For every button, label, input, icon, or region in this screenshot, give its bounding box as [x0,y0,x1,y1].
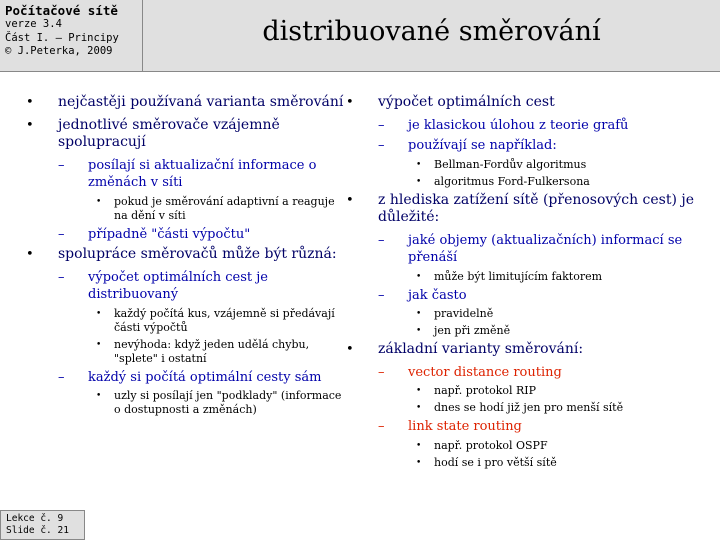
bullet-text: jednotlivé směrovače vzájemně spolupracují [58,116,280,150]
bullet-text: jaké objemy (aktualizačních) informací se přenáší [408,232,683,265]
bullet-marker: • [416,176,422,187]
bullet-marker: – [378,419,385,434]
slide-number: Slide č. 21 [6,525,69,536]
bullet-marker: • [96,308,102,319]
bullet-item-level2 [346,232,706,267]
bullet-item-level2 [26,157,346,192]
bullet-item-level2 [346,117,706,135]
bullet-marker: • [26,95,34,110]
right-column [346,94,706,473]
bullet-marker: – [378,138,385,153]
bullet-item-level3 [26,307,346,335]
bullet-marker: • [26,117,34,133]
bullet-item-level1 [346,94,706,112]
bullet-item-level3 [346,384,706,398]
bullet-item-level3 [346,270,706,284]
bullet-text: vector distance routing [408,364,562,380]
bullet-item-level2 [26,226,346,244]
bullet-marker: • [416,271,422,282]
bullet-marker: • [416,326,422,336]
bullet-marker: • [96,196,102,207]
bullet-text: jen při změně [434,324,511,337]
bullet-marker: – [58,157,65,173]
bullet-text: může být limitujícím faktorem [434,269,603,283]
bullet-marker: – [58,269,65,285]
bullet-item-level3 [346,307,706,321]
bullet-item-level3 [26,338,346,366]
bullet-marker: • [416,403,422,413]
bullet-text: dnes se hodí již jen pro menší sítě [434,401,624,414]
course-name: Počítačové sítě [5,3,118,18]
bullet-item-level1 [26,246,346,264]
bullet-marker: • [416,309,422,319]
bullet-text: z hlediska zatížení sítě (přenosových cest) je důležité: [378,191,695,225]
bullet-item-level2 [26,369,346,387]
left-column [26,94,346,420]
bullet-item-level3 [346,439,706,453]
bullet-item-level3 [346,175,706,189]
bullet-marker: – [58,226,65,242]
bullet-text: výpočet optimálních cest je distribuovaný [88,269,268,302]
bullet-item-level3 [26,195,346,223]
bullet-marker: • [416,440,422,451]
slide-footer [0,510,85,540]
bullet-text: pokud je směrování adaptivní a reaguje na dění v síti [114,194,335,222]
bullet-text: např. protokol OSPF [434,438,548,452]
part-label: Část I. – Principy [5,31,119,44]
version-label: verze 3.4 [5,18,62,30]
bullet-item-level3 [346,158,706,172]
bullet-text: algoritmus Ford-Fulkersona [434,174,590,188]
bullet-text: posílají si aktualizační informace o změnách v síti [88,157,317,190]
bullet-text: link state routing [408,419,522,434]
bullet-text: nejčastěji používaná varianta směrování [58,94,344,110]
bullet-item-level3 [346,456,706,470]
bullet-item-level1 [26,117,346,152]
bullet-text: výpočet optimálních cest [378,94,555,110]
bullet-item-level2 [346,137,706,155]
bullet-marker: • [416,159,422,170]
bullet-marker: • [416,457,422,468]
bullet-marker: • [416,386,422,396]
bullet-item-level1 [346,192,706,227]
bullet-item-level3 [346,324,706,338]
bullet-item-level3 [346,401,706,415]
bullet-marker: • [346,342,354,357]
bullet-item-level3 [26,389,346,417]
bullet-text: základní varianty směrování: [378,341,584,357]
bullet-text: hodí se i pro větší sítě [434,455,557,469]
bullet-item-level2 [346,364,706,382]
bullet-text: jak často [408,287,467,303]
bullet-marker: • [346,192,354,208]
bullet-item-level2 [346,418,706,436]
author-label: © J.Peterka, 2009 [5,45,113,57]
bullet-text: každý si počítá optimální cesty sám [88,369,322,385]
bullet-item-level1 [26,94,346,112]
bullet-item-level2 [346,287,706,305]
bullet-marker: – [378,364,385,380]
bullet-text: Bellman-Fordův algoritmus [434,157,587,171]
bullet-marker: – [378,232,385,248]
bullet-marker: – [378,287,385,303]
bullet-item-level1 [346,341,706,359]
bullet-marker: – [378,117,385,133]
title-bar [143,0,720,72]
bullet-text: používají se například: [408,138,557,153]
bullet-marker: • [96,391,102,401]
bullet-text: spolupráce směrovačů může být různá: [58,246,337,262]
bullet-marker: – [58,369,65,385]
bullet-item-level2 [26,269,346,304]
bullet-marker: • [96,339,102,350]
bullet-text: případně "části výpočtu" [88,226,251,242]
bullet-text: pravidelně [434,307,494,320]
bullet-text: každý počítá kus, vzájemně si předávají části výpočtů [114,306,335,334]
bullet-marker: • [346,95,354,110]
bullet-text: je klasickou úlohou z teorie grafů [408,117,629,133]
course-info-box [0,0,143,72]
slide-title: distribuované směrování [262,16,601,47]
bullet-marker: • [26,247,34,262]
bullet-text: nevýhoda: když jeden udělá chybu, "splete" i ostatní [114,337,310,365]
bullet-text: např. protokol RIP [434,384,537,397]
lesson-number: Lekce č. 9 [6,513,64,524]
bullet-text: uzly si posílají jen "podklady" (informace o dostupnosti a změnách) [114,389,342,416]
